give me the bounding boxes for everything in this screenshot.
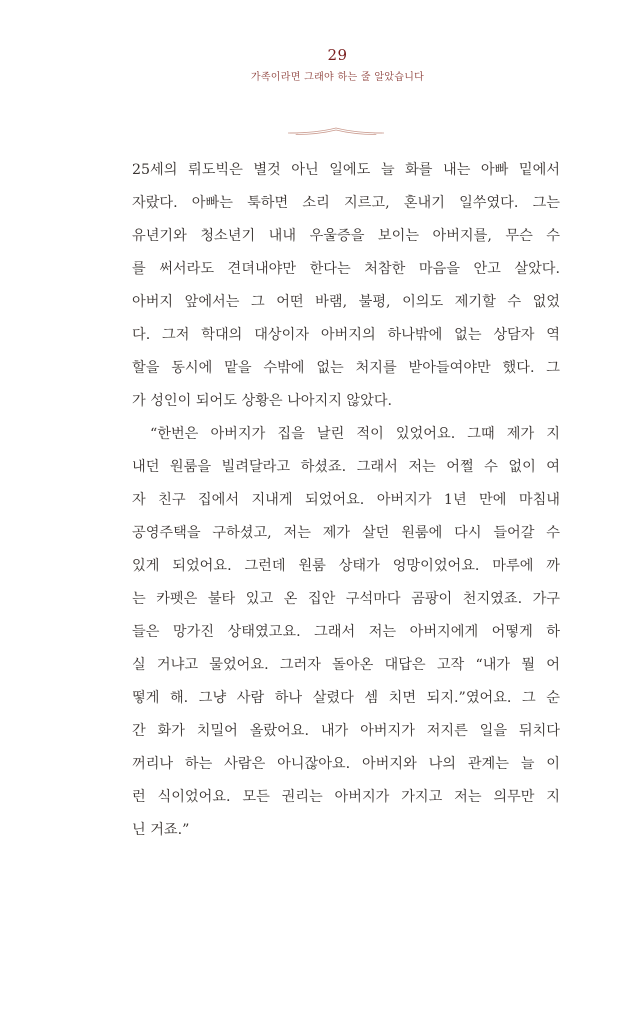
text-line: 실 거냐고 물었어요. 그러자 돌아온 대답은 고작 “내가 뭘 어 — [132, 657, 560, 673]
body-text — [132, 154, 560, 847]
text-line: 런 식이었어요. 모든 권리는 아버지가 가지고 저는 의무만 지 — [132, 789, 560, 805]
running-head: 가족이라면 그래야 하는 줄 알았습니다 — [250, 72, 425, 83]
text-line: 자 친구 집에서 지내게 되었어요. 아버지가 1년 만에 마침내 — [132, 492, 560, 508]
text-line: 는 카펫은 불타 있고 온 집안 구석마다 곰팡이 천지였죠. 가구 — [132, 591, 560, 607]
text-line: 꺼리나 하는 사람은 아니잖아요. 아버지와 나의 관계는 늘 이 — [132, 756, 560, 772]
text-line: 25세의 뤼도빅은 별것 아닌 일에도 늘 화를 내는 아빠 밑에서 — [132, 162, 560, 178]
text-line: 아버지 앞에서는 그 어떤 바램, 불평, 이의도 제기할 수 없었 — [132, 294, 560, 310]
text-line: 유년기와 청소년기 내내 우울증을 보이는 아버지를, 무슨 수 — [132, 228, 560, 244]
decorative-wave-divider-icon — [288, 126, 384, 136]
text-line: 내던 원룸을 빌려달라고 하셨죠. 그래서 저는 어쩔 수 없이 여 — [132, 459, 560, 475]
text-line: 할을 동시에 맡을 수밖에 없는 처지를 받아들여야만 했다. 그 — [132, 360, 560, 376]
page-number: 29 — [327, 46, 348, 64]
text-line: “한번은 아버지가 집을 날린 적이 있었어요. 그때 제가 지 — [150, 426, 560, 442]
text-line: 공영주택을 구하셨고, 저는 제가 살던 원룸에 다시 들어갈 수 — [132, 525, 560, 541]
text-line: 자랐다. 아빠는 툭하면 소리 지르고, 혼내기 일쑤였다. 그는 — [132, 195, 560, 211]
text-line: 다. 그저 학대의 대상이자 아버지의 하나밖에 없는 상담자 역 — [132, 327, 560, 343]
text-line: 들은 망가진 상태였고요. 그래서 저는 아버지에게 어떻게 하 — [132, 624, 560, 640]
text-line: 있게 되었어요. 그런데 원룸 상태가 엉망이었어요. 마루에 까 — [132, 558, 560, 574]
text-line: 간 화가 치밀어 올랐어요. 내가 아버지가 저지른 일을 뒤치다 — [132, 723, 560, 739]
text-line: 를 써서라도 견뎌내야만 한다는 처참한 마음을 안고 살았다. — [132, 261, 560, 277]
text-line: 떻게 해. 그냥 사람 하나 살렸다 셈 치면 되지.”였어요. 그 순 — [132, 690, 560, 706]
text-line: 가 성인이 되어도 상황은 나아지지 않았다. — [132, 393, 393, 409]
text-line: 닌 거죠.” — [132, 822, 190, 838]
